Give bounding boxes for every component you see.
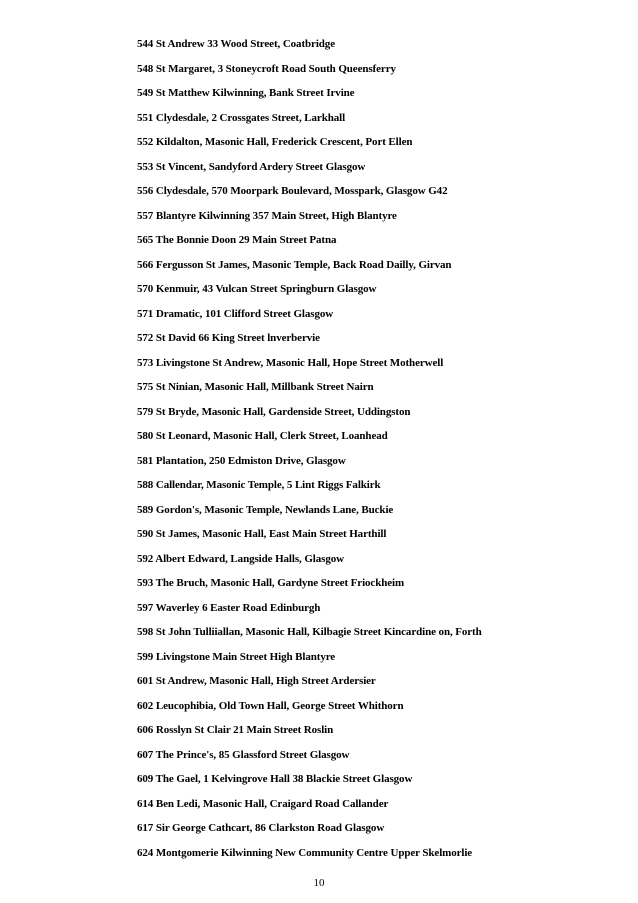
lodge-entry: 593 The Bruch, Masonic Hall, Gardyne Street Friockheim <box>137 577 405 589</box>
lodge-entry: 602 Leucophibia, Old Town Hall, George Street Whithorn <box>137 699 404 712</box>
lodge-entry: 597 Waverley 6 Easter Road Edinburgh <box>137 601 321 614</box>
lodge-entry: 553 St Vincent, Sandyford Ardery Street Glasgow <box>137 160 366 173</box>
lodge-entry: 590 St James, Masonic Hall, East Main Street Harthill <box>137 528 387 540</box>
lodge-entry: 580 St Leonard, Masonic Hall, Clerk Street, Loanhead <box>137 430 388 442</box>
lodge-entry: 588 Callendar, Masonic Temple, 5 Lint Riggs Falkirk <box>137 479 381 491</box>
lodge-entry: 551 Clydesdale, 2 Crossgates Street, Larkhall <box>137 111 346 124</box>
lodge-entry: 556 Clydesdale, 570 Moorpark Boulevard, Mosspark, Glasgow G42 <box>137 185 448 197</box>
lodge-entry: 549 St Matthew Kilwinning, Bank Street Irvine <box>137 87 355 99</box>
lodge-entry: 544 St Andrew 33 Wood Street, Coatbridge <box>137 38 335 50</box>
lodge-entry: 614 Ben Ledi, Masonic Hall, Craigard Road Callander <box>137 797 389 810</box>
lodge-entry: 548 St Margaret, 3 Stoneycroft Road South Queensferry <box>137 62 396 75</box>
lodge-list <box>137 36 482 869</box>
lodge-entry: 606 Rosslyn St Clair 21 Main Street Roslin <box>137 724 334 736</box>
lodge-entry: 573 Livingstone St Andrew, Masonic Hall, Hope Street Motherwell <box>137 356 444 369</box>
lodge-entry: 565 The Bonnie Doon 29 Main Street Patna <box>137 234 337 246</box>
lodge-entry: 624 Montgomerie Kilwinning New Community Centre Upper Skelmorlie <box>137 846 473 859</box>
lodge-entry: 617 Sir George Cathcart, 86 Clarkston Road Glasgow <box>137 822 385 834</box>
lodge-entry: 589 Gordon's, Masonic Temple, Newlands Lane, Buckie <box>137 503 394 516</box>
lodge-entry: 552 Kildalton, Masonic Hall, Frederick Crescent, Port Ellen <box>137 136 413 148</box>
page-number: 10 <box>313 877 325 889</box>
lodge-entry: 572 St David 66 King Street lnverbervie <box>137 332 320 344</box>
lodge-entry: 581 Plantation, 250 Edmiston Drive, Glasgow <box>137 454 346 467</box>
lodge-entry: 598 St John Tulliiallan, Masonic Hall, Kilbagie Street Kincardine on, Forth <box>137 626 482 638</box>
lodge-entry: 607 The Prince's, 85 Glassford Street Glasgow <box>137 748 350 761</box>
lodge-entry: 599 Livingstone Main Street High Blantyre <box>137 650 336 663</box>
lodge-entry: 566 Fergusson St James, Masonic Temple, Back Road Dailly, Girvan <box>137 258 452 271</box>
lodge-entry: 575 St Ninian, Masonic Hall, Millbank Street Nairn <box>137 381 374 393</box>
lodge-entry: 571 Dramatic, 101 Clifford Street Glasgow <box>137 307 334 320</box>
lodge-entry: 557 Blantyre Kilwinning 357 Main Street, High Blantyre <box>137 209 397 222</box>
lodge-entry: 579 St Bryde, Masonic Hall, Gardenside Street, Uddingston <box>137 405 411 418</box>
lodge-entry: 570 Kenmuir, 43 Vulcan Street Springburn Glasgow <box>137 283 377 295</box>
lodge-entry: 592 Albert Edward, Langside Halls, Glasgow <box>137 552 344 565</box>
lodge-entry: 601 St Andrew, Masonic Hall, High Street Ardersier <box>137 675 376 687</box>
lodge-entry: 609 The Gael, 1 Kelvingrove Hall 38 Blackie Street Glasgow <box>137 773 413 785</box>
